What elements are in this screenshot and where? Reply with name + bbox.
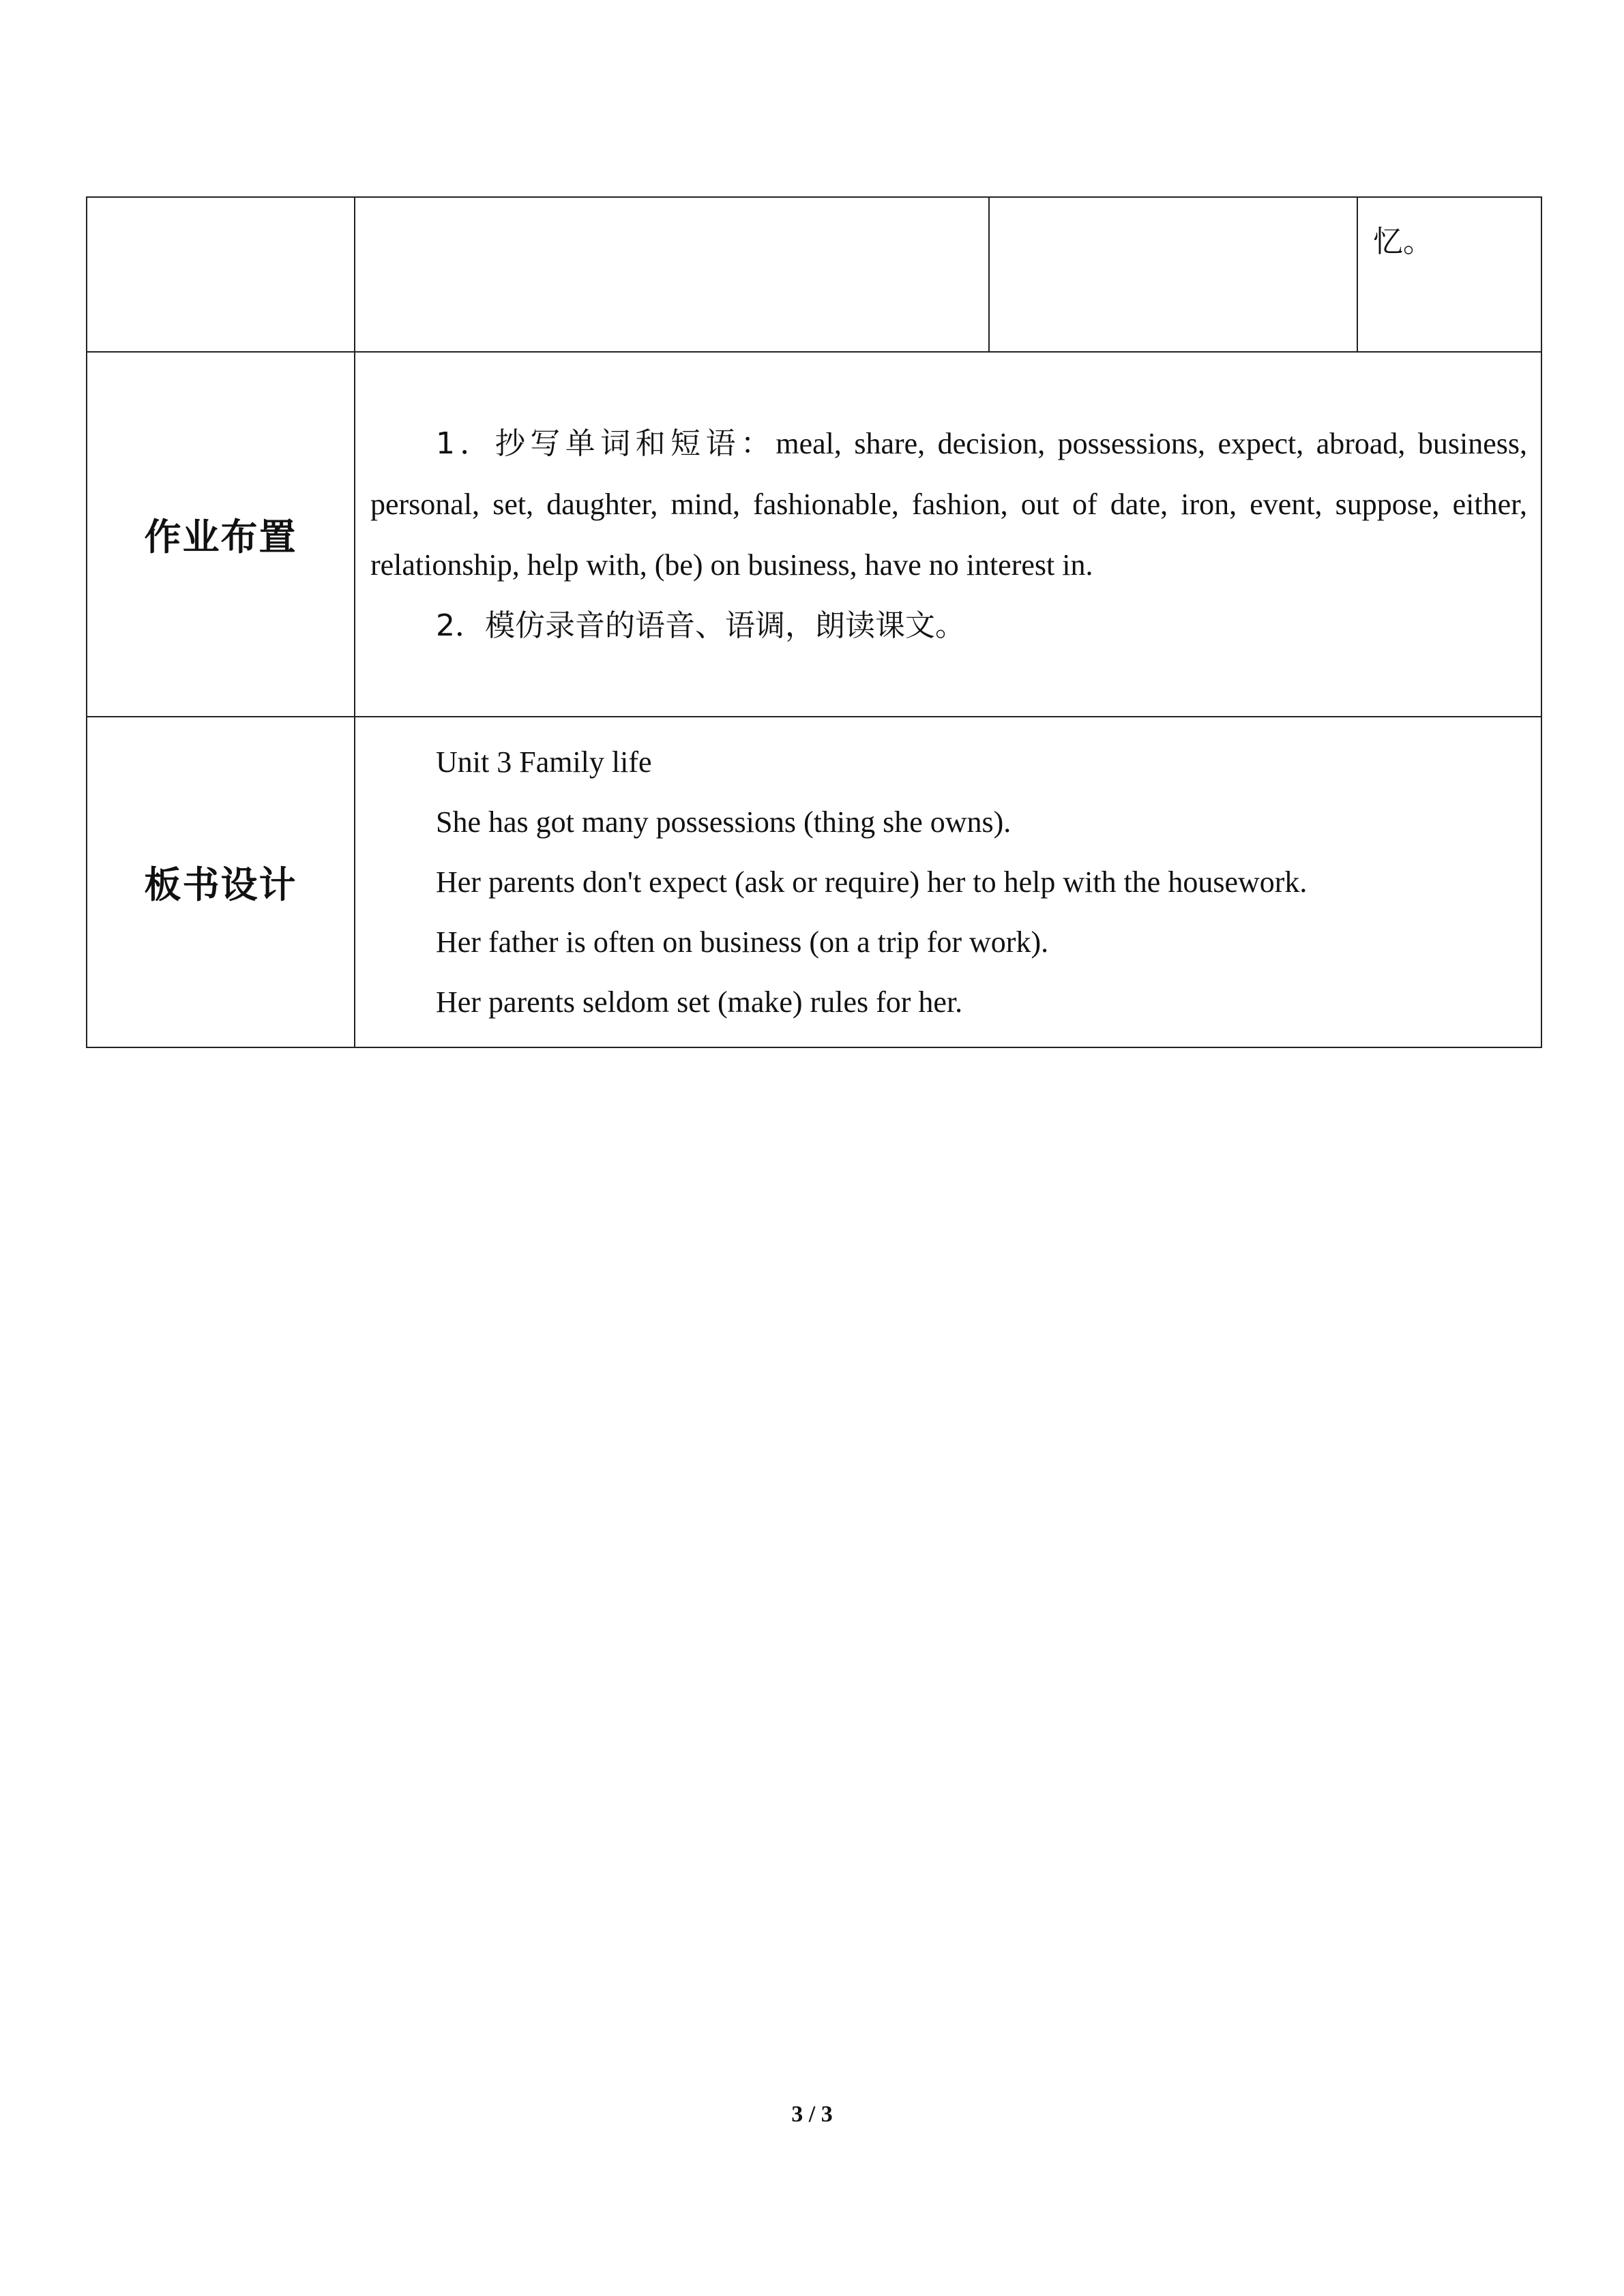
board-line-expect: Her parents don't expect (ask or require) her to help with the housework. — [436, 865, 1308, 899]
continuation-content-cell — [355, 197, 989, 352]
board-design-row — [87, 717, 1541, 1047]
continuation-row — [87, 197, 1541, 352]
homework-content-cell — [355, 352, 1541, 717]
board-line-business: Her father is often on business (on a trip for work). — [436, 925, 1049, 959]
homework-item-2-instruction: 模仿录音的语音、语调，朗读课文。 — [485, 608, 965, 643]
homework-item-1-instruction: 抄写单词和短语： — [494, 426, 776, 461]
homework-item-1-number: 1． — [436, 426, 495, 461]
homework-item-1-words: meal, share, decision, possessions, expect, abroad, business, personal, set, daughter, mind, fashionable, fashion, out of date, iron, event, suppose, either, relationship, help with, (be) on business, have no interest in. — [370, 426, 1527, 582]
page-number: 3 / 3 — [791, 2102, 833, 2127]
homework-row — [87, 352, 1541, 717]
homework-item-1 — [370, 413, 1527, 595]
continuation-purpose-cell — [1357, 197, 1541, 352]
lesson-plan-table — [86, 196, 1542, 1048]
homework-item-2 — [370, 595, 1527, 656]
board-design-label: 板书设计 — [87, 717, 355, 1047]
board-line-title: Unit 3 Family life — [436, 745, 652, 779]
board-line-set: Her parents seldom set (make) rules for her. — [436, 985, 963, 1019]
board-line-possessions: She has got many possessions (thing she owns). — [436, 805, 1012, 839]
homework-item-2-number: 2． — [436, 608, 485, 643]
continuation-activity-cell — [989, 197, 1357, 352]
board-design-content-cell — [355, 717, 1541, 1047]
continuation-label-cell — [87, 197, 355, 352]
homework-label: 作业布置 — [87, 352, 355, 717]
continuation-text: 忆。 — [1373, 224, 1433, 259]
